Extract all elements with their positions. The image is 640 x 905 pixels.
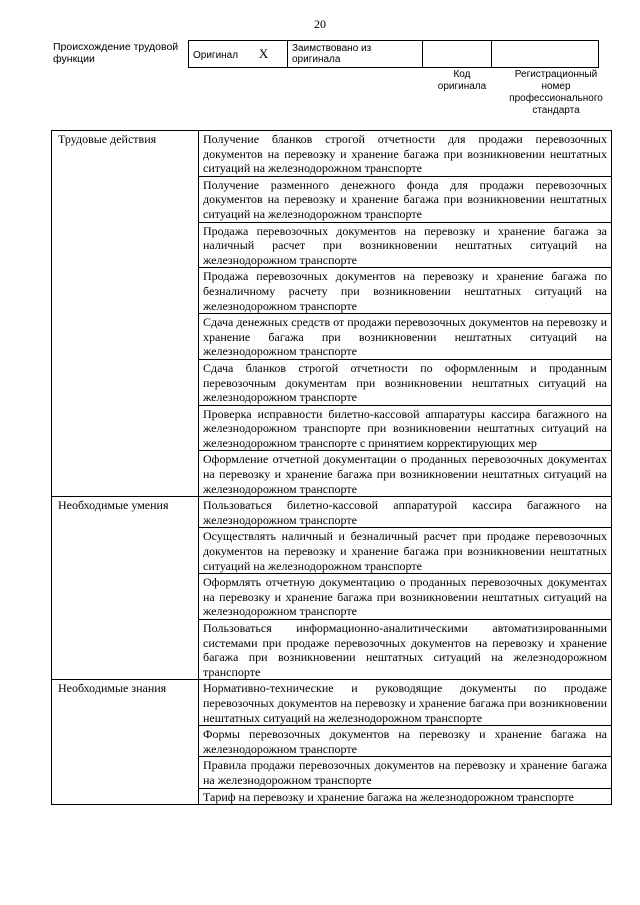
list-item: Осуществлять наличный и безналичный расчет при продаже перевозочных документов на перевозку и хранение багажа при возникновении нештатных ситуаций на железнодорожном транспорте: [199, 528, 612, 574]
list-item: Сдача денежных средств от продажи перевозочных документов на перевозку и хранение багажа при возникновении нештатных ситуаций на железнодорожном транспорте: [199, 314, 612, 360]
list-item: Продажа перевозочных документов на перевозку и хранение багажа по безналичному расчету при возникновении нештатных ситуаций на железнодорожном транспорте: [199, 268, 612, 314]
borrowed-cell: [288, 41, 423, 68]
registration-number-cell: [492, 41, 599, 68]
origin-label: Происхождение трудовой функции: [53, 41, 179, 65]
list-item: Тариф на перевозку и хранение багажа на железнодорожном транспорте: [199, 788, 612, 805]
list-item: Нормативно-технические и руководящие документы по продаже перевозочных документов на перевозку и хранение багажа при возникновении нештатных ситуаций на железнодорожном транспорте: [199, 680, 612, 726]
code-caption: Код оригинала: [437, 69, 487, 92]
list-item: Формы перевозочных документов на перевозку и хранение багажа на железнодорожном транспорте: [199, 726, 612, 757]
list-item: Сдача бланков строгой отчетности по оформленным и проданным перевозочным документам при возникновении нештатных ситуаций на железнодорожном транспорте: [199, 359, 612, 405]
section-title: Необходимые знания: [52, 680, 199, 805]
list-item: Получение разменного денежного фонда для продажи перевозочных документов на перевозку и хранение багажа при возникновении нештатных ситуаций на железнодорожном транспорте: [199, 176, 612, 222]
list-item: Продажа перевозочных документов на перевозку и хранение багажа за наличный расчет при возникновении нештатных ситуаций на железнодорожном транспорте: [199, 222, 612, 268]
table-row: [52, 497, 612, 528]
original-code-cell: [423, 41, 492, 68]
original-cell: [189, 41, 288, 68]
table-row: [52, 680, 612, 726]
table-row: [52, 131, 612, 177]
original-label: Оригинал: [193, 50, 239, 61]
origin-table: [188, 40, 599, 68]
section-title: Необходимые умения: [52, 497, 199, 680]
list-item: Получение бланков строгой отчетности для продажи перевозочных документов на перевозку и хранение багажа при возникновении нештатных ситуаций на железнодорожном транспорте: [199, 131, 612, 177]
list-item: Правила продажи перевозочных документов на перевозку и хранение багажа на железнодорожном транспорте: [199, 757, 612, 788]
original-mark: X: [258, 46, 269, 61]
section-title: Трудовые действия: [52, 131, 199, 497]
borrowed-label: Заимствовано из оригинала: [292, 43, 372, 65]
registration-caption: Регистрационный номер профессионального стандарта: [509, 69, 603, 116]
list-item: Оформление отчетной документации о проданных перевозочных документах на перевозку и хранение багажа при возникновении нештатных ситуаций на железнодорожном транспорте: [199, 451, 612, 497]
list-item: Пользоваться информационно-аналитическими автоматизированными системами при продаже перевозочных документов на перевозку и хранение багажа при возникновении нештатных ситуаций на железнодорожном транспорте: [199, 620, 612, 680]
list-item: Оформлять отчетную документацию о проданных перевозочных документах на перевозку и хранение багажа при возникновении нештатных ситуаций на железнодорожном транспорте: [199, 574, 612, 620]
list-item: Пользоваться билетно-кассовой аппаратурой кассира багажного на железнодорожном транспорте: [199, 497, 612, 528]
page-number: 20: [314, 17, 326, 31]
list-item: Проверка исправности билетно-кассовой аппаратуры кассира багажного на железнодорожном транспорте при возникновении нештатных ситуаций на железнодорожном транспорте с принятием корректирующих мер: [199, 405, 612, 451]
labor-function-table: [51, 130, 612, 805]
